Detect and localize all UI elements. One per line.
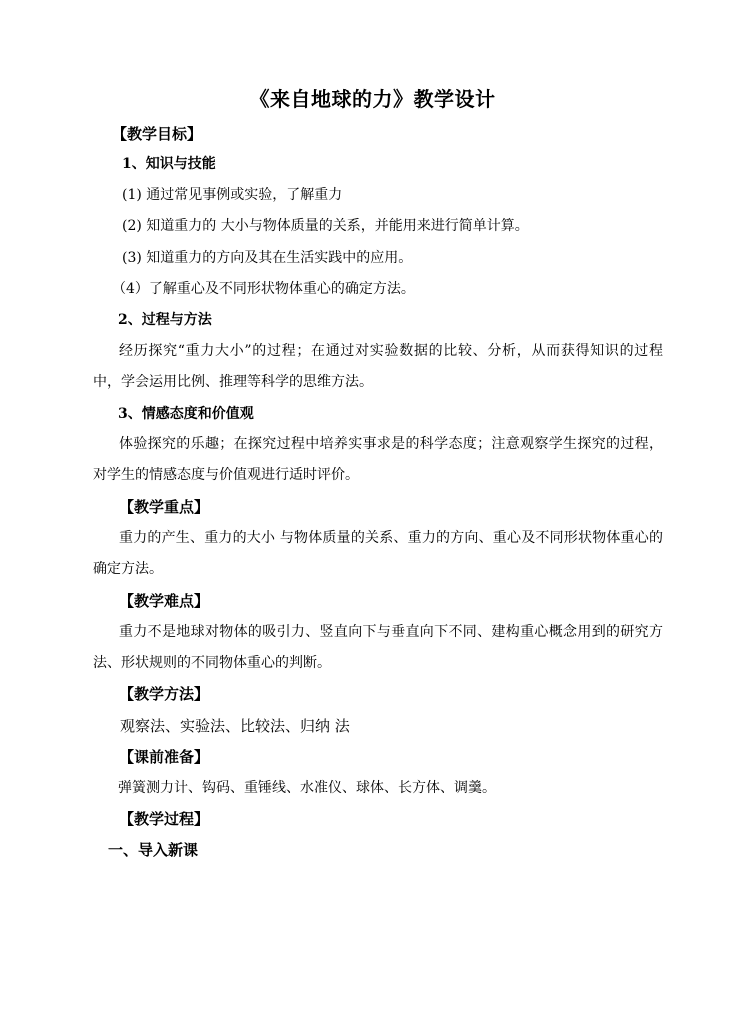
difficulties-heading: 【教学难点】: [119, 592, 210, 610]
introduction-heading: 一、导入新课: [108, 841, 199, 859]
objectives-heading: 【教学目标】: [112, 125, 203, 143]
attitude-heading: 3、情感态度和价值观: [118, 406, 254, 422]
process-heading: 2、过程与方法: [118, 312, 212, 328]
knowledge-item-1: (1) 通过常见事例或实验，了解重力: [122, 187, 343, 203]
methods-text: 观察法、实验法、比较法、归纳 法: [120, 717, 350, 735]
difficulties-text: 重力不是地球对物体的吸引力、竖直向下与垂直向下不同、建构重心概念用到的研究方法、形状规则的不同物体重心的判断。: [93, 624, 663, 671]
preparation-heading: 【课前准备】: [119, 748, 210, 766]
key-points-heading: 【教学重点】: [119, 498, 210, 516]
knowledge-heading: 1、知识与技能: [122, 156, 216, 172]
methods-heading: 【教学方法】: [119, 685, 210, 703]
preparation-text: 弹簧测力计、钩码、重锤线、水准仪、球体、长方体、调羹。: [118, 780, 496, 796]
knowledge-item-2: (2) 知道重力的 大小与物体质量的关系，并能用来进行简单计算。: [122, 218, 529, 234]
process-text: 经历探究“重力大小”的过程；在通过对实验数据的比较、分析，从而获得知识的过程中，学会运用比例、推理等科学的思维方法。: [93, 343, 663, 390]
key-points-text: 重力的产生、重力的大小 与物体质量的关系、重力的方向、重心及不同形状物体重心的确定方法。: [93, 530, 663, 577]
process-section-heading: 【教学过程】: [119, 810, 210, 828]
knowledge-item-3: (3) 知道重力的方向及其在生活实践中的应用。: [122, 250, 413, 266]
document-title: 《来自地球的力》教学设计: [249, 87, 496, 111]
knowledge-item-4: （4）了解重心及不同形状物体重心的确定方法。: [112, 281, 415, 297]
attitude-text: 体验探究的乐趣；在探究过程中培养实事求是的科学态度；注意观察学生探究的过程，对学生的情感态度与价值观进行适时评价。: [93, 436, 663, 483]
